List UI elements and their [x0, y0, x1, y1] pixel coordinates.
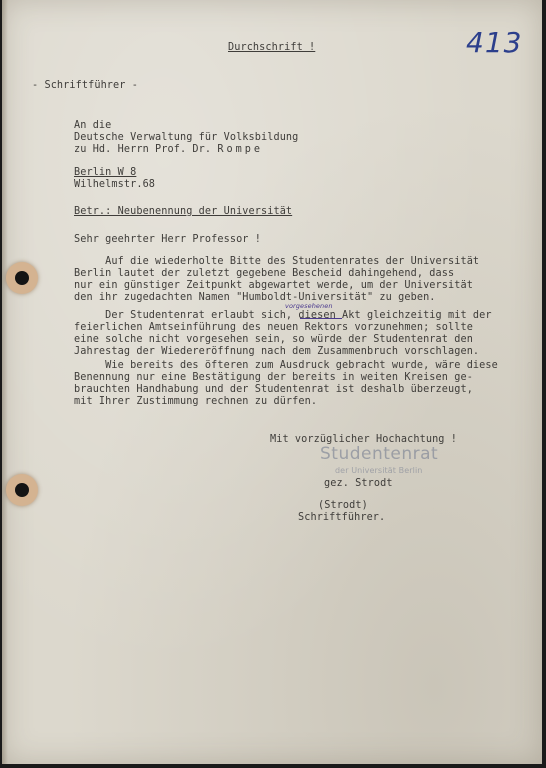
recipient-name: Rompe — [217, 144, 264, 155]
paragraph-line: Auf die wiederholte Bitte des Studentenrates der Universität — [74, 256, 480, 267]
paragraph-line: Jahrestag der Wiedereröffnung nach dem Zusammenbruch vorschlagen. — [74, 346, 480, 357]
handwritten-correction: vorgesehenen — [285, 302, 333, 310]
paragraph-line: nur ein günstiger Zeitpunkt abgewartet werde, um der Universität — [74, 280, 473, 291]
closing-greeting: Mit vorzüglicher Hochachtung ! — [270, 434, 458, 445]
paragraph-line: Berlin lautet der zuletzt gegebene Bescheid dahingehend, dass — [74, 268, 455, 279]
address-city: Berlin W 8 — [74, 167, 137, 178]
subject-line: Betr.: Neubenennung der Universität — [74, 206, 293, 217]
signature-line: gez. Strodt — [324, 478, 393, 489]
recipient-line-3 — [74, 144, 263, 156]
salutation: Sehr geehrter Herr Professor ! — [74, 234, 262, 245]
recipient-line-1: An die — [74, 120, 112, 131]
paragraph-line: feierlichen Amtseinführung des neuen Rektors vorzunehmen; sollte — [74, 322, 473, 333]
paragraph-line: mit Ihrer Zustimmung rechnen zu dürfen. — [74, 396, 318, 407]
recipient-line-2: Deutsche Verwaltung für Volksbildung — [74, 132, 299, 143]
paragraph-line: Benennung nur eine Bestätigung der bereits in weiten Kreisen ge- — [74, 372, 473, 383]
punch-hole-bottom — [6, 474, 38, 506]
paragraph-line: Der Studentenrat erlaubt sich, diesen Akt gleichzeitig mit der — [74, 310, 492, 321]
sender-line: - Schriftführer - — [32, 80, 138, 91]
page-number-handwritten: 413 — [466, 26, 523, 59]
punch-hole-top — [6, 262, 38, 294]
paragraph-line: eine solche nicht vorgesehen sein, so würde der Studentenrat den — [74, 334, 473, 345]
stamp-text: Studentenrat — [320, 444, 439, 464]
recipient-title: zu Hd. Herrn Prof. Dr. — [74, 144, 218, 155]
document-page — [2, 0, 542, 764]
stamp-subtext: der Universität Berlin — [335, 466, 423, 475]
signatory-role: Schriftführer. — [298, 512, 386, 523]
address-street: Wilhelmstr.68 — [74, 179, 156, 190]
paragraph-line: brauchten Handhabung und der Studentenrat ist deshalb überzeugt, — [74, 384, 473, 395]
paragraph-line: Wie bereits des öfteren zum Ausdruck gebracht wurde, wäre diese — [74, 360, 498, 371]
document-title: Durchschrift ! — [228, 42, 316, 53]
signatory-name: (Strodt) — [318, 500, 368, 511]
page-fold-shadow — [2, 0, 8, 764]
paragraph-line: den ihr zugedachten Namen "Humboldt-Universität" zu geben. — [74, 292, 436, 303]
